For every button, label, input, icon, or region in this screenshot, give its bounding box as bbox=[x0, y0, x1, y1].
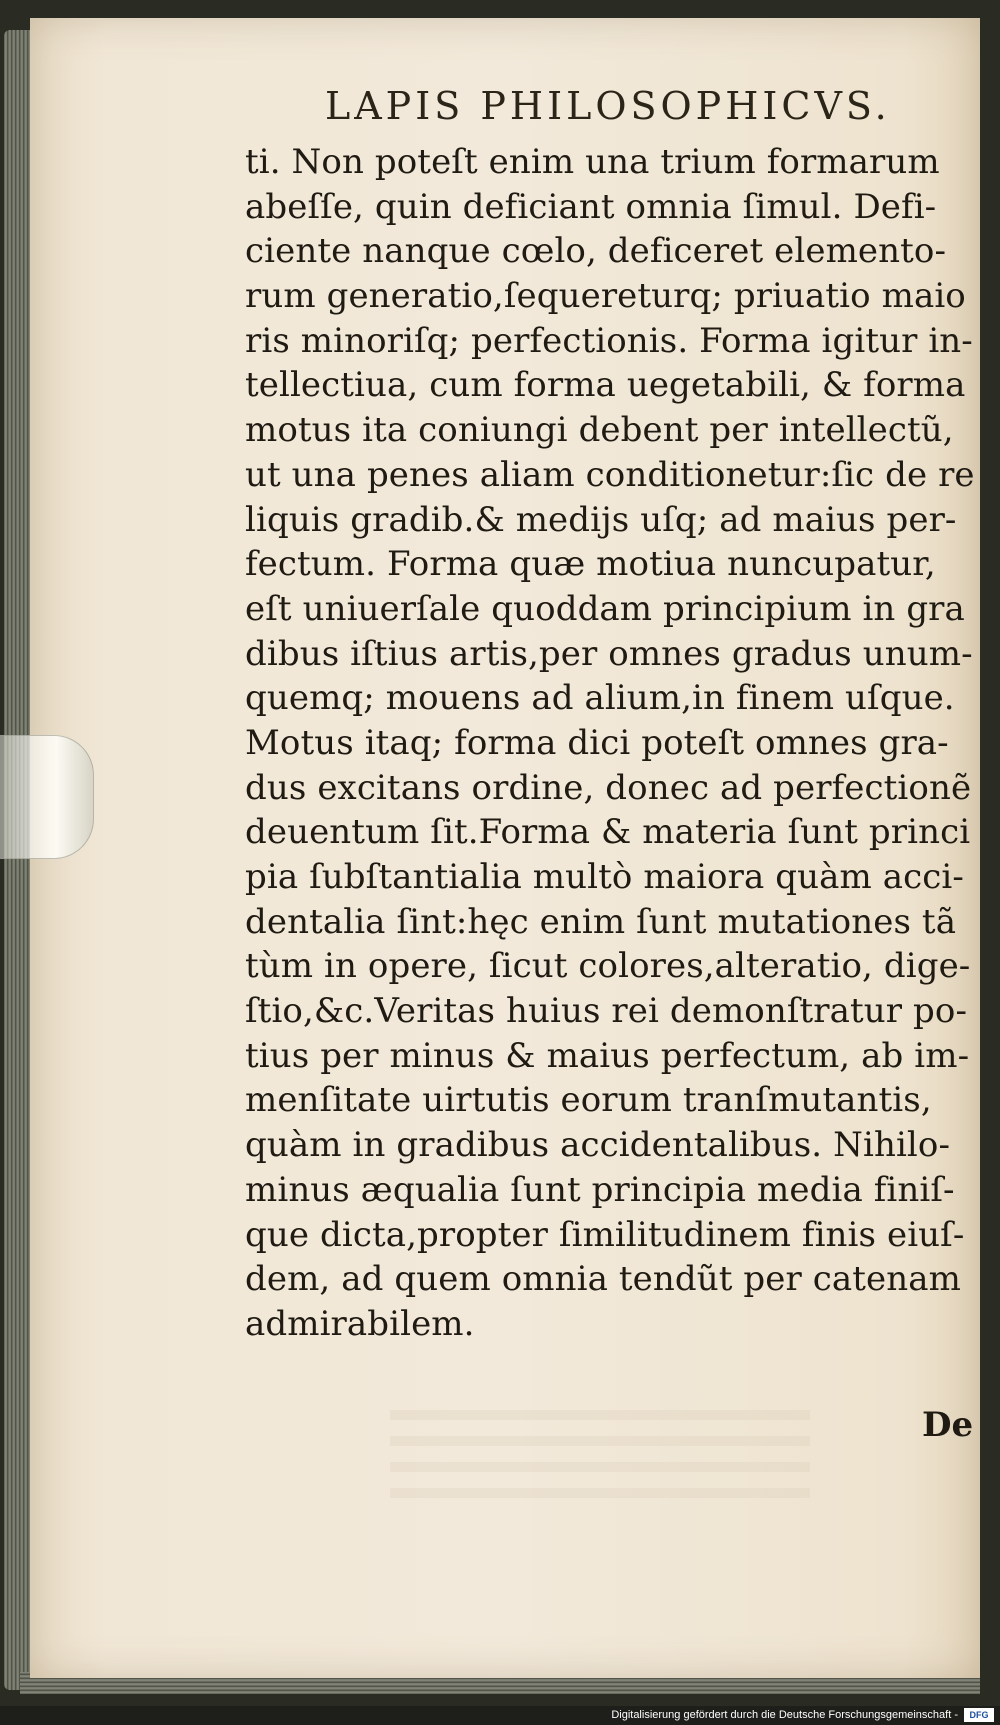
text-line: ti. Non poteſt enim una trium formarum bbox=[245, 142, 940, 182]
dfg-logo-icon: DFG bbox=[964, 1708, 994, 1722]
text-line: ris minoriſq; perfectionis. Forma igitur in- bbox=[245, 320, 973, 361]
page-clip bbox=[0, 735, 94, 859]
text-line: dem, ad quem omnia tendũt per catenam bbox=[245, 1259, 961, 1300]
text-line: tùm in opere, ſicut colores,alteratio, dige- bbox=[245, 946, 971, 987]
text-line: quemq; mouens ad alium,in finem uſque. bbox=[245, 678, 955, 719]
text-line: dibus iſtius artis,per omnes gradus unum- bbox=[245, 633, 973, 674]
text-line: dus excitans ordine, donec ad perfectionẽ bbox=[245, 767, 972, 808]
text-line: abeſſe, quin deficiant omnia ſimul. Defi- bbox=[245, 186, 937, 227]
text-line: liquis gradib.& medijs uſq; ad maius per- bbox=[245, 499, 957, 540]
text-line: quàm in gradibus accidentalibus. Nihilo- bbox=[245, 1125, 951, 1166]
text-line: que dicta,propter ſimilitudinem finis eiuſ- bbox=[245, 1214, 965, 1255]
text-line: deuentum ſit.Forma & materia ſunt princi bbox=[245, 812, 971, 853]
text-line: dentalia ſint:hęc enim ſunt mutationes tã bbox=[245, 901, 957, 942]
text-line: minus æqualia ſunt principia media finiſ- bbox=[245, 1169, 955, 1210]
text-line: menſitate uirtutis eorum tranſmutantis, bbox=[245, 1080, 932, 1121]
catchword: De bbox=[922, 1405, 974, 1445]
text-line: tius per minus & maius perfectum, ab im- bbox=[245, 1035, 970, 1076]
text-line: ut una penes aliam conditionetur:ſic de re bbox=[245, 454, 975, 495]
show-through-text bbox=[390, 1408, 810, 1498]
text-line: tellectiua, cum forma uegetabili, & forma bbox=[245, 365, 966, 406]
text-line: ciente nanque cœlo, deficeret elemento- bbox=[245, 231, 947, 272]
text-line: eſt uniuerſale quoddam principium in gra bbox=[245, 588, 965, 629]
footer-funding-text: Digitalisierung gefördert durch die Deutsche Forschungsgemeinschaft - bbox=[611, 1709, 958, 1721]
text-line: fectum. Forma quæ motiua nuncupatur, bbox=[245, 544, 936, 585]
text-line: rum generatio,ſequereturq; priuatio maio bbox=[245, 276, 966, 317]
text-line: motus ita coniungi debent per intellectũ, bbox=[245, 410, 954, 451]
text-line: ſtio,&c.Veritas huius rei demonſtratur po- bbox=[245, 991, 968, 1032]
text-line: admirabilem. bbox=[245, 1303, 475, 1344]
running-head: LAPIS PHILOSOPHICVS. bbox=[325, 84, 891, 128]
text-line: Motus itaq; forma dici poteſt omnes gra- bbox=[245, 722, 949, 763]
main-text-block bbox=[245, 140, 990, 1347]
text-line: pia ſubſtantialia multò maiora quàm acci- bbox=[245, 857, 964, 897]
